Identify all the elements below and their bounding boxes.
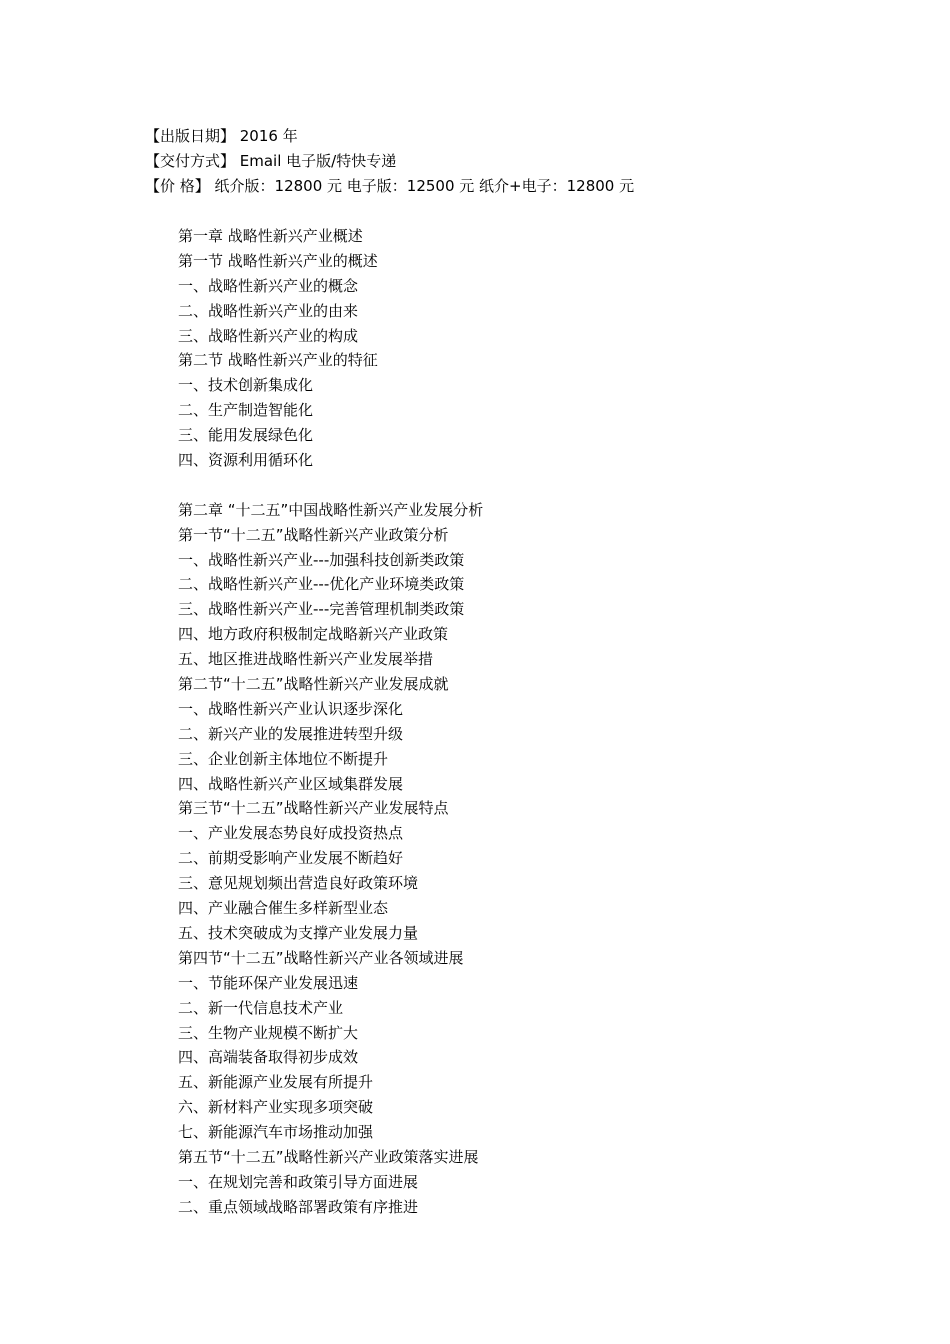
section-heading: 第三节“十二五”战略性新兴产业发展特点 — [178, 799, 449, 818]
toc-item: 七、新能源汽车市场推动加强 — [178, 1123, 374, 1142]
toc-item: 一、产业发展态势良好成投资热点 — [178, 824, 404, 843]
toc-item: 二、新一代信息技术产业 — [178, 998, 344, 1017]
toc-item: 五、地区推进战略性新兴产业发展举措 — [178, 650, 434, 669]
toc-item: 一、技术创新集成化 — [178, 376, 314, 395]
toc-item: 一、在规划完善和政策引导方面进展 — [178, 1172, 419, 1191]
section-heading: 第一节 战略性新兴产业的概述 — [178, 251, 378, 270]
chapter-heading: 第二章 “十二五”中国战略性新兴产业发展分析 — [178, 500, 484, 519]
toc-item: 一、战略性新兴产业---加强科技创新类政策 — [178, 550, 465, 569]
toc-item: 二、新兴产业的发展推进转型升级 — [178, 724, 404, 743]
toc-item: 四、资源利用循环化 — [178, 451, 314, 470]
blank-line — [178, 473, 483, 498]
chapter-heading: 第一章 战略性新兴产业概述 — [178, 227, 363, 245]
toc-item: 二、战略性新兴产业的由来 — [178, 301, 359, 320]
toc-item: 四、高端装备取得初步成效 — [178, 1048, 359, 1067]
toc-item: 二、前期受影响产业发展不断趋好 — [178, 849, 404, 868]
toc-item: 二、战略性新兴产业---优化产业环境类政策 — [178, 575, 465, 594]
toc-item: 二、重点领域战略部署政策有序推进 — [178, 1197, 419, 1216]
table-of-contents — [178, 224, 483, 1220]
delivery-method-line: 【交付方式】 Email 电子版/特快专递 — [145, 152, 397, 170]
toc-item: 一、战略性新兴产业的概念 — [178, 276, 359, 295]
publication-info — [145, 124, 634, 199]
toc-item: 三、战略性新兴产业的构成 — [178, 326, 359, 345]
toc-item: 三、企业创新主体地位不断提升 — [178, 749, 389, 768]
price-line: 【价 格】 纸介版：12800 元 电子版：12500 元 纸介+电子：12800 元 — [145, 177, 635, 195]
section-heading: 第二节“十二五”战略性新兴产业发展成就 — [178, 675, 449, 694]
toc-item: 四、地方政府积极制定战略新兴产业政策 — [178, 625, 449, 644]
toc-item: 三、战略性新兴产业---完善管理机制类政策 — [178, 600, 465, 619]
toc-item: 二、生产制造智能化 — [178, 401, 314, 420]
toc-item: 四、产业融合催生多样新型业态 — [178, 899, 389, 918]
section-heading: 第二节 战略性新兴产业的特征 — [178, 351, 378, 370]
toc-item: 一、节能环保产业发展迅速 — [178, 973, 359, 992]
toc-item: 三、能用发展绿色化 — [178, 426, 314, 445]
toc-item: 四、战略性新兴产业区域集群发展 — [178, 774, 404, 793]
section-heading: 第一节“十二五”战略性新兴产业政策分析 — [178, 525, 449, 544]
section-heading: 第五节“十二五”战略性新兴产业政策落实进展 — [178, 1147, 479, 1166]
toc-item: 五、新能源产业发展有所提升 — [178, 1073, 374, 1092]
publish-date-line: 【出版日期】 2016 年 — [145, 127, 298, 145]
toc-item: 三、意见规划频出营造良好政策环境 — [178, 874, 419, 893]
toc-item: 三、生物产业规模不断扩大 — [178, 1023, 359, 1042]
toc-item: 一、战略性新兴产业认识逐步深化 — [178, 699, 404, 718]
toc-item: 六、新材料产业实现多项突破 — [178, 1098, 374, 1117]
section-heading: 第四节“十二五”战略性新兴产业各领域进展 — [178, 948, 464, 967]
toc-item: 五、技术突破成为支撑产业发展力量 — [178, 923, 419, 942]
